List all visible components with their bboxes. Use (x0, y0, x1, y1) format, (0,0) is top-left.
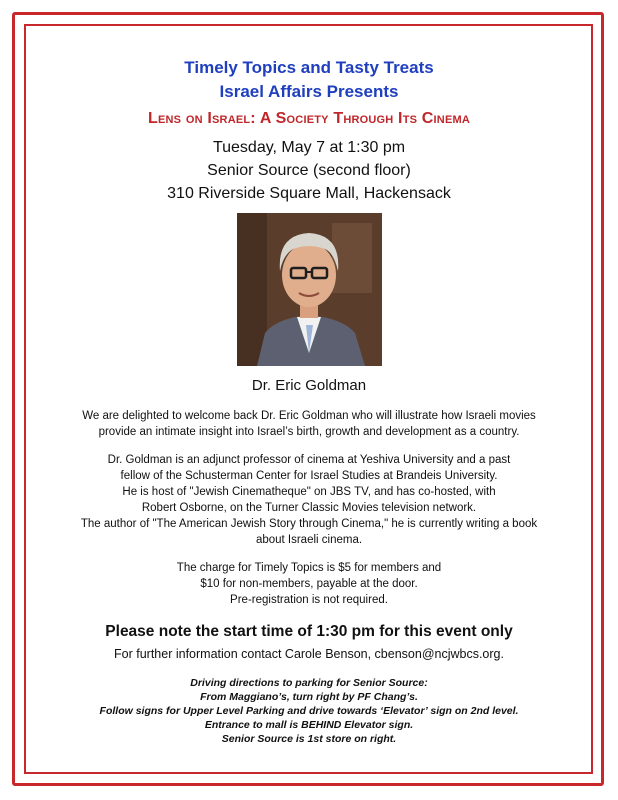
series-title: Timely Topics and Tasty Treats (184, 58, 434, 77)
speaker-caption: Dr. Eric Goldman (251, 377, 367, 394)
event-address: 310 Riverside Square Mall, Hackensack (167, 185, 451, 202)
flyer-content (30, 56, 588, 746)
start-time-notice: Please note the start time of 1:30 pm for this event only (105, 623, 513, 640)
pricing-paragraph: The charge for Timely Topics is $5 for members and $10 for non-members, payable at the door. Pre-registration is not required. (176, 562, 442, 606)
intro-paragraph: We are delighted to welcome back Dr. Eric Goldman who will illustrate how Israeli movies provide an intimate insight into Israel’s birth, growth and development as a country. (82, 410, 536, 438)
bio-paragraph: Dr. Goldman is an adjunct professor of cinema at Yeshiva University and a past fellow of the Schusterman Center for Israel Studies at Brandeis University. He is host of "Jewish Cinematheque" on JBS TV, and has co-hosted, with Robert Osborne, on the Turner Classic Movies television network. The author of "The American Jewish Story through Cinema," he is currently writing a book about Israeli cinema. (80, 454, 538, 546)
speaker-portrait-illustration (237, 213, 382, 366)
event-date: Tuesday, May 7 at 1:30 pm (212, 139, 406, 156)
speaker-photo (237, 213, 382, 366)
event-venue: Senior Source (second floor) (207, 162, 411, 179)
event-title: Lens on Israel: A Society Through Its Cinema (147, 110, 470, 127)
driving-directions: Driving directions to parking for Senior Source: From Maggiano’s, turn right by PF Chang’s. Follow signs for Upper Level Parking and drive towards ‘Elevator’ sign on 2nd level. Entrance to mall is BEHIND Elevator sign. Senior Source is 1st store on right. (99, 677, 519, 745)
presenter-line: Israel Affairs Presents (219, 82, 399, 101)
contact-line: For further information contact Carole Benson, cbenson@ncjwbcs.org. (114, 647, 504, 661)
